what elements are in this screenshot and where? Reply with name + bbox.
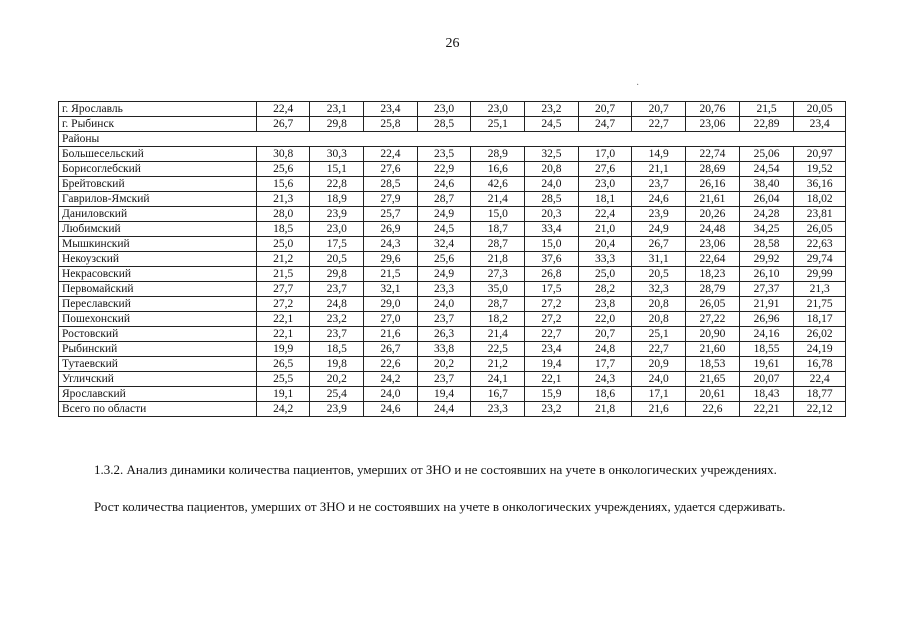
table-cell: 18,43: [739, 387, 794, 402]
table-cell: 27,7: [256, 282, 310, 297]
table-row: [59, 372, 846, 387]
table-cell: 23,81: [794, 207, 846, 222]
row-label: Ростовский: [59, 327, 257, 342]
table-cell: 27,6: [364, 162, 418, 177]
table-cell: 25,7: [364, 207, 418, 222]
table-cell: 22,6: [364, 357, 418, 372]
table-cell: 28,7: [471, 297, 525, 312]
table-cell: 27,2: [525, 312, 579, 327]
row-label: Угличский: [59, 372, 257, 387]
table-row: [59, 342, 846, 357]
table-cell: 23,0: [310, 222, 364, 237]
table-cell: 29,6: [364, 252, 418, 267]
table-cell: 25,6: [417, 252, 471, 267]
row-label: Первомайский: [59, 282, 257, 297]
table-cell: 21,4: [471, 192, 525, 207]
table-cell: 29,99: [794, 267, 846, 282]
table-cell: 34,25: [739, 222, 794, 237]
table-row: [59, 267, 846, 282]
table-cell: 23,3: [471, 402, 525, 417]
table-cell: 23,2: [310, 312, 364, 327]
table-cell: 18,7: [471, 222, 525, 237]
table-row: [59, 252, 846, 267]
table-cell: 21,3: [794, 282, 846, 297]
table-cell: 27,2: [256, 297, 310, 312]
table-cell: 25,5: [256, 372, 310, 387]
table-cell: 25,0: [256, 237, 310, 252]
table-cell: 19,52: [794, 162, 846, 177]
table-cell: 26,16: [686, 177, 740, 192]
table-cell: 28,79: [686, 282, 740, 297]
table-cell: 24,3: [364, 237, 418, 252]
row-label: Ярославский: [59, 387, 257, 402]
table-cell: 23,0: [578, 177, 632, 192]
table-cell: 20,7: [578, 327, 632, 342]
table-cell: 22,7: [525, 327, 579, 342]
table-cell: 24,3: [578, 372, 632, 387]
table-cell: 24,1: [471, 372, 525, 387]
table-cell: 22,0: [578, 312, 632, 327]
table-cell: 18,5: [310, 342, 364, 357]
table-cell: 21,1: [632, 162, 686, 177]
table-cell: 24,0: [417, 297, 471, 312]
table-cell: 28,0: [256, 207, 310, 222]
table-body: [59, 102, 846, 417]
table-cell: 22,64: [686, 252, 740, 267]
table-cell: 24,5: [525, 117, 579, 132]
table-cell: 18,1: [578, 192, 632, 207]
table-cell: 25,0: [578, 267, 632, 282]
table-row: [59, 147, 846, 162]
table-cell: 42,6: [471, 177, 525, 192]
row-label: г. Ярославль: [59, 102, 257, 117]
table-cell: 28,7: [471, 237, 525, 252]
table-cell: 25,06: [739, 147, 794, 162]
table-cell: 27,9: [364, 192, 418, 207]
table-cell: 17,0: [578, 147, 632, 162]
table-cell: 24,8: [578, 342, 632, 357]
table-cell: 14,9: [632, 147, 686, 162]
table-row: [59, 387, 846, 402]
table-cell: 22,63: [794, 237, 846, 252]
table-cell: 21,8: [471, 252, 525, 267]
table-cell: 19,8: [310, 357, 364, 372]
table-cell: 23,2: [525, 102, 579, 117]
table-cell: 18,55: [739, 342, 794, 357]
table-cell: 23,9: [310, 207, 364, 222]
table-cell: 33,8: [417, 342, 471, 357]
table-cell: 22,4: [578, 207, 632, 222]
row-label: Всего по области: [59, 402, 257, 417]
table-cell: 19,1: [256, 387, 310, 402]
table-cell: 24,9: [632, 222, 686, 237]
table-cell: 16,78: [794, 357, 846, 372]
table-cell: 32,5: [525, 147, 579, 162]
table-cell: 31,1: [632, 252, 686, 267]
table-cell: 28,5: [417, 117, 471, 132]
table-cell: 20,8: [525, 162, 579, 177]
table-cell: 20,2: [310, 372, 364, 387]
table-row: [59, 192, 846, 207]
table-cell: 25,1: [471, 117, 525, 132]
table-cell: 18,9: [310, 192, 364, 207]
table-cell: 21,5: [256, 267, 310, 282]
table-cell: 24,6: [364, 402, 418, 417]
table-cell: 27,0: [364, 312, 418, 327]
table-cell: 26,7: [632, 237, 686, 252]
table-cell: 21,65: [686, 372, 740, 387]
table-cell: 28,7: [417, 192, 471, 207]
table-cell: 21,2: [471, 357, 525, 372]
table-cell: 17,7: [578, 357, 632, 372]
table-cell: 17,1: [632, 387, 686, 402]
row-label: Гаврилов-Ямский: [59, 192, 257, 207]
table-cell: 25,1: [632, 327, 686, 342]
table-cell: 29,92: [739, 252, 794, 267]
table-cell: 22,4: [256, 102, 310, 117]
row-label: Борисоглебский: [59, 162, 257, 177]
table-cell: 32,4: [417, 237, 471, 252]
table-cell: 21,8: [578, 402, 632, 417]
table-cell: 18,5: [256, 222, 310, 237]
table-cell: 24,4: [417, 402, 471, 417]
table-cell: 27,2: [525, 297, 579, 312]
table-cell: 22,6: [686, 402, 740, 417]
table-cell: 22,1: [525, 372, 579, 387]
table-cell: 25,8: [364, 117, 418, 132]
table-row: [59, 162, 846, 177]
table-row: [59, 297, 846, 312]
table-cell: 22,12: [794, 402, 846, 417]
table-cell: 23,5: [417, 147, 471, 162]
table-cell: 26,5: [256, 357, 310, 372]
table-cell: 30,3: [310, 147, 364, 162]
table-cell: 20,26: [686, 207, 740, 222]
table-cell: 28,5: [525, 192, 579, 207]
table-cell: 23,4: [525, 342, 579, 357]
table-cell: 23,4: [794, 117, 846, 132]
table-cell: 24,6: [632, 192, 686, 207]
table-cell: 20,61: [686, 387, 740, 402]
table-cell: 21,4: [471, 327, 525, 342]
page-number: 26: [445, 36, 460, 51]
table-cell: 32,1: [364, 282, 418, 297]
table-cell: 22,4: [364, 147, 418, 162]
table-cell: 29,8: [310, 117, 364, 132]
table-cell: 23,7: [310, 282, 364, 297]
table-cell: 23,9: [632, 207, 686, 222]
table-cell: 22,89: [739, 117, 794, 132]
table-cell: 24,0: [364, 387, 418, 402]
table-cell: 20,9: [632, 357, 686, 372]
table-cell: 21,2: [256, 252, 310, 267]
section-label: Районы: [59, 132, 846, 147]
table-cell: 24,48: [686, 222, 740, 237]
table-cell: 24,0: [525, 177, 579, 192]
table-cell: 28,58: [739, 237, 794, 252]
table-row: [59, 222, 846, 237]
table-row: [59, 177, 846, 192]
table-cell: 25,6: [256, 162, 310, 177]
table-cell: 18,6: [578, 387, 632, 402]
table-cell: 20,2: [417, 357, 471, 372]
table-cell: 28,2: [578, 282, 632, 297]
table-cell: 22,21: [739, 402, 794, 417]
table-cell: 18,23: [686, 267, 740, 282]
table-cell: 24,19: [794, 342, 846, 357]
table-cell: 22,5: [471, 342, 525, 357]
table-cell: 27,22: [686, 312, 740, 327]
table-cell: 21,61: [686, 192, 740, 207]
table-cell: 19,4: [417, 387, 471, 402]
table-cell: 28,5: [364, 177, 418, 192]
section-heading-paragraph: 1.3.2. Анализ динамики количества пациентов, умерших от ЗНО и не состоявших на учете в онкологических учреждениях.: [94, 462, 777, 477]
table-cell: 26,9: [364, 222, 418, 237]
table-cell: 16,6: [471, 162, 525, 177]
table-row: [59, 237, 846, 252]
table-row: [59, 117, 846, 132]
row-label: Мышкинский: [59, 237, 257, 252]
row-label: Брейтовский: [59, 177, 257, 192]
table-cell: 24,28: [739, 207, 794, 222]
table-cell: 24,7: [578, 117, 632, 132]
table-cell: 20,8: [632, 297, 686, 312]
table-cell: 28,9: [471, 147, 525, 162]
row-label: Даниловский: [59, 207, 257, 222]
table-cell: 24,0: [632, 372, 686, 387]
table-cell: 24,6: [417, 177, 471, 192]
table-cell: 15,6: [256, 177, 310, 192]
table-cell: 24,8: [310, 297, 364, 312]
table-cell: 17,5: [525, 282, 579, 297]
table-cell: 23,7: [417, 372, 471, 387]
table-cell: 20,76: [686, 102, 740, 117]
table-cell: 23,7: [310, 327, 364, 342]
table-cell: 23,7: [417, 312, 471, 327]
table-cell: 20,97: [794, 147, 846, 162]
table-cell: 21,0: [578, 222, 632, 237]
table-cell: 33,4: [525, 222, 579, 237]
table-row: [59, 282, 846, 297]
table-cell: 23,0: [417, 102, 471, 117]
row-label: г. Рыбинск: [59, 117, 257, 132]
table-cell: 20,3: [525, 207, 579, 222]
table-cell: 24,2: [256, 402, 310, 417]
table-cell: 23,1: [310, 102, 364, 117]
table-cell: 26,10: [739, 267, 794, 282]
table-cell: 19,61: [739, 357, 794, 372]
row-label: Любимский: [59, 222, 257, 237]
table-cell: 23,2: [525, 402, 579, 417]
table-cell: 22,7: [632, 342, 686, 357]
table-cell: 18,17: [794, 312, 846, 327]
table-cell: 19,4: [525, 357, 579, 372]
row-label: Большесельский: [59, 147, 257, 162]
table-row: [59, 327, 846, 342]
table-cell: 18,53: [686, 357, 740, 372]
table-cell: 20,5: [310, 252, 364, 267]
table-cell: 20,4: [578, 237, 632, 252]
table-cell: 23,06: [686, 237, 740, 252]
table-cell: 15,0: [471, 207, 525, 222]
table-cell: 23,7: [632, 177, 686, 192]
table-cell: 23,4: [364, 102, 418, 117]
table-cell: 24,9: [417, 207, 471, 222]
table-cell: 23,0: [471, 102, 525, 117]
table-cell: 22,8: [310, 177, 364, 192]
table-cell: 22,7: [632, 117, 686, 132]
table-cell: 15,0: [525, 237, 579, 252]
table-cell: 33,3: [578, 252, 632, 267]
table-cell: 35,0: [471, 282, 525, 297]
table-cell: 38,40: [739, 177, 794, 192]
table-cell: 21,5: [739, 102, 794, 117]
table-cell: 37,6: [525, 252, 579, 267]
table-cell: 20,90: [686, 327, 740, 342]
row-label: Переславский: [59, 297, 257, 312]
table-cell: 22,74: [686, 147, 740, 162]
table-cell: 21,5: [364, 267, 418, 282]
table-cell: 26,04: [739, 192, 794, 207]
table-cell: 27,37: [739, 282, 794, 297]
table-cell: 19,9: [256, 342, 310, 357]
table-cell: 26,05: [794, 222, 846, 237]
table-cell: 26,96: [739, 312, 794, 327]
table-cell: 22,1: [256, 312, 310, 327]
table-row: [59, 102, 846, 117]
table-cell: 29,8: [310, 267, 364, 282]
table-cell: 26,7: [364, 342, 418, 357]
mortality-table: [58, 101, 846, 417]
table-cell: 20,07: [739, 372, 794, 387]
table-row: [59, 312, 846, 327]
table-cell: 27,6: [578, 162, 632, 177]
table-cell: 24,9: [417, 267, 471, 282]
table-cell: 23,06: [686, 117, 740, 132]
row-label: Некоузский: [59, 252, 257, 267]
table-cell: 20,05: [794, 102, 846, 117]
table-cell: 36,16: [794, 177, 846, 192]
scan-speck: ·: [636, 80, 640, 91]
table-cell: 26,3: [417, 327, 471, 342]
table-row: [59, 402, 846, 417]
table-cell: 20,8: [632, 312, 686, 327]
table-cell: 26,7: [256, 117, 310, 132]
table-cell: 20,7: [578, 102, 632, 117]
table-cell: 21,3: [256, 192, 310, 207]
table-row: [59, 357, 846, 372]
table-cell: 18,77: [794, 387, 846, 402]
table-cell: 15,1: [310, 162, 364, 177]
table-cell: 27,3: [471, 267, 525, 282]
table-cell: 29,74: [794, 252, 846, 267]
table-cell: 26,05: [686, 297, 740, 312]
table-cell: 24,54: [739, 162, 794, 177]
table-cell: 17,5: [310, 237, 364, 252]
table-cell: 32,3: [632, 282, 686, 297]
table-cell: 22,9: [417, 162, 471, 177]
body-paragraph: Рост количества пациентов, умерших от ЗНО и не состоявших на учете в онкологических учреждениях, удается сдерживать.: [94, 499, 786, 514]
table-cell: 21,75: [794, 297, 846, 312]
table-cell: 23,8: [578, 297, 632, 312]
table-cell: 18,2: [471, 312, 525, 327]
table-cell: 28,69: [686, 162, 740, 177]
table-cell: 22,4: [794, 372, 846, 387]
row-label: Некрасовский: [59, 267, 257, 282]
table-cell: 30,8: [256, 147, 310, 162]
table-cell: 26,02: [794, 327, 846, 342]
table-cell: 29,0: [364, 297, 418, 312]
table-cell: 22,1: [256, 327, 310, 342]
table-cell: 20,5: [632, 267, 686, 282]
table-cell: 24,2: [364, 372, 418, 387]
table-cell: 15,9: [525, 387, 579, 402]
table-cell: 20,7: [632, 102, 686, 117]
table-cell: 26,8: [525, 267, 579, 282]
row-label: Рыбинский: [59, 342, 257, 357]
table-cell: 21,60: [686, 342, 740, 357]
table-cell: 18,02: [794, 192, 846, 207]
table-cell: 24,16: [739, 327, 794, 342]
table-cell: 23,9: [310, 402, 364, 417]
table-cell: 23,3: [417, 282, 471, 297]
section-row: [59, 132, 846, 147]
row-label: Пошехонский: [59, 312, 257, 327]
table-row: [59, 207, 846, 222]
table-cell: 25,4: [310, 387, 364, 402]
table-cell: 21,6: [632, 402, 686, 417]
table-cell: 24,5: [417, 222, 471, 237]
table-cell: 21,91: [739, 297, 794, 312]
table-cell: 16,7: [471, 387, 525, 402]
table-cell: 21,6: [364, 327, 418, 342]
row-label: Тутаевский: [59, 357, 257, 372]
